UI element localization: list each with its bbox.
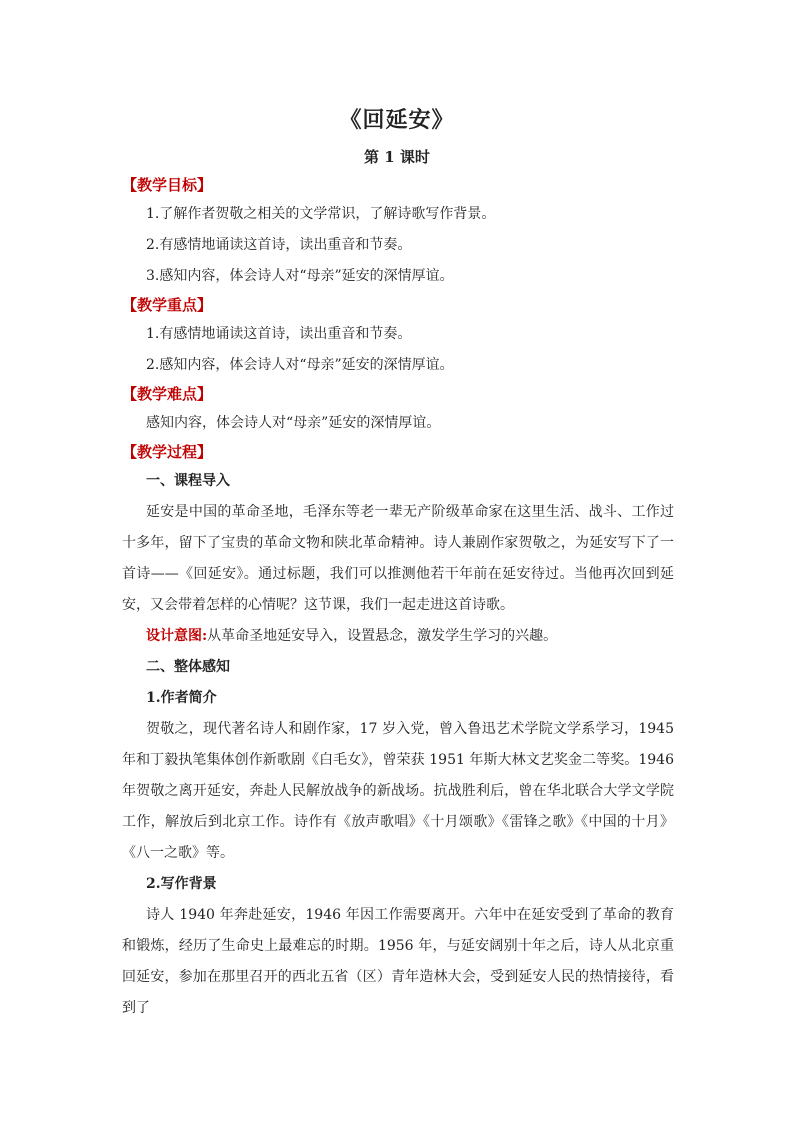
intro-paragraph: 延安是中国的革命圣地，毛泽东等老一辈无产阶级革命家在这里生活、战斗、工作过十多年，留下了宝贵的革命文物和陕北革命精神。诗人兼剧作家贺敬之，为延安写下了一首诗——《回延安》。通过标题，我们可以推测他若干年前在延安待过。当他再次回到延安，又会带着怎样的心情呢？这节课，我们一起走进这首诗歌。: [122, 504, 674, 613]
goal-item: 2.有感情地诵读这首诗，读出重音和节奏。: [146, 237, 412, 253]
part-heading-overall: 二、整体感知: [146, 659, 230, 675]
document-body: [122, 172, 674, 1024]
design-intent-label: 设计意图:: [146, 628, 208, 644]
document-title: 《回延安》: [339, 107, 455, 133]
key-point-item: 1.有感情地诵读这首诗，读出重音和节奏。: [146, 326, 412, 342]
author-paragraph: 贺敬之，现代著名诗人和剧作家，17 岁入党，曾入鲁迅艺术学院文学系学习，1945 年和丁毅执笔集体创作新歌剧《白毛女》，曾荣获 1951 年斯大林文艺奖金二等奖。1946 年贺敬之离开延安，奔赴人民解放战争的新战场。抗战胜利后，曾在华北联合大学文学院工作，解放后到北京工作。诗作有《放声歌唱》《十月颂歌》《雷锋之歌》《中国的十月》《八一之歌》等。: [122, 721, 674, 861]
goal-item: 1.了解作者贺敬之相关的文学常识，了解诗歌写作背景。: [146, 206, 496, 222]
section-heading-difficulties: 【教学难点】: [122, 385, 213, 403]
design-intent: [122, 621, 674, 652]
section-heading-key-points: 【教学重点】: [122, 296, 213, 314]
part-heading-intro: 一、课程导入: [146, 473, 230, 489]
subheading-author: 1.作者简介: [146, 690, 217, 706]
key-point-item: 2.感知内容，体会诗人对“母亲”延安的深情厚谊。: [146, 357, 454, 373]
background-paragraph: 诗人 1940 年奔赴延安，1946 年因工作需要离开。六年中在延安受到了革命的教育和锻炼，经历了生命史上最难忘的时期。1956 年，与延安阔别十年之后，诗人从北京重回延安，参加在那里召开的西北五省（区）青年造林大会，受到延安人民的热情接待，看到了: [122, 907, 674, 1016]
goal-item: 3.感知内容，体会诗人对“母亲”延安的深情厚谊。: [146, 268, 454, 284]
lesson-subtitle: 第 1 课时: [364, 148, 430, 166]
section-heading-goals: 【教学目标】: [122, 176, 213, 194]
section-heading-process: 【教学过程】: [122, 443, 213, 461]
difficulty-item: 感知内容，体会诗人对“母亲”延安的深情厚谊。: [146, 415, 441, 431]
subheading-background: 2.写作背景: [146, 876, 217, 892]
design-intent-text: 从革命圣地延安导入，设置悬念，激发学生学习的兴趣。: [207, 628, 558, 644]
